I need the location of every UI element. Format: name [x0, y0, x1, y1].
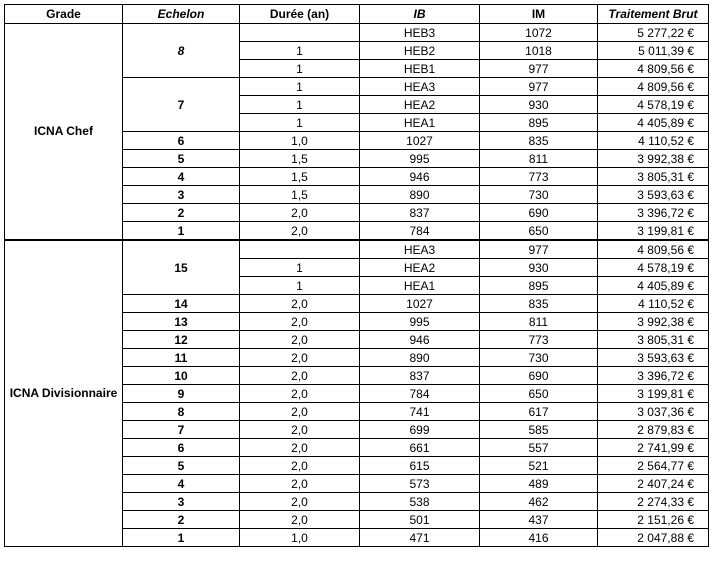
duree-cell: 1,5: [240, 150, 360, 168]
header-ib: IB: [360, 5, 480, 24]
echelon-cell: 5: [123, 457, 240, 475]
traitement-brut-cell: 3 199,81 €: [598, 222, 709, 241]
traitement-brut-cell: 3 805,31 €: [598, 168, 709, 186]
ib-cell: HEA2: [360, 96, 480, 114]
echelon-cell: 1: [123, 529, 240, 547]
ib-cell: 946: [360, 331, 480, 349]
im-cell: 462: [480, 493, 598, 511]
header-row: [5, 5, 709, 24]
header-duree: Durée (an): [240, 5, 360, 24]
echelon-cell: 3: [123, 493, 240, 511]
ib-cell: 741: [360, 403, 480, 421]
traitement-brut-cell: 4 578,19 €: [598, 96, 709, 114]
echelon-cell: 3: [123, 186, 240, 204]
duree-cell: 1: [240, 78, 360, 96]
duree-cell: 2,0: [240, 421, 360, 439]
im-cell: 977: [480, 60, 598, 78]
traitement-brut-cell: 4 578,19 €: [598, 259, 709, 277]
im-cell: 730: [480, 349, 598, 367]
ib-cell: 946: [360, 168, 480, 186]
echelon-cell: 8: [123, 403, 240, 421]
echelon-cell: 8: [123, 24, 240, 78]
duree-cell: 1: [240, 259, 360, 277]
duree-cell: 1: [240, 96, 360, 114]
traitement-brut-cell: 2 879,83 €: [598, 421, 709, 439]
duree-cell: 2,0: [240, 385, 360, 403]
traitement-brut-cell: 2 407,24 €: [598, 475, 709, 493]
traitement-brut-cell: 3 199,81 €: [598, 385, 709, 403]
traitement-brut-cell: 3 037,36 €: [598, 403, 709, 421]
im-cell: 690: [480, 204, 598, 222]
grade-cell: ICNA Divisionnaire: [5, 240, 123, 547]
echelon-cell: 4: [123, 168, 240, 186]
salary-grid-container: [4, 4, 709, 547]
ib-cell: 471: [360, 529, 480, 547]
echelon-cell: 12: [123, 331, 240, 349]
duree-cell: 2,0: [240, 457, 360, 475]
im-cell: 895: [480, 114, 598, 132]
im-cell: 835: [480, 132, 598, 150]
traitement-brut-cell: 2 274,33 €: [598, 493, 709, 511]
duree-cell: 2,0: [240, 349, 360, 367]
echelon-cell: 14: [123, 295, 240, 313]
header-grade: Grade: [5, 5, 123, 24]
duree-cell: 2,0: [240, 331, 360, 349]
im-cell: 416: [480, 529, 598, 547]
salary-grid-table: [4, 4, 709, 547]
duree-cell: 2,0: [240, 403, 360, 421]
ib-cell: HEA3: [360, 78, 480, 96]
im-cell: 730: [480, 186, 598, 204]
echelon-cell: 2: [123, 511, 240, 529]
traitement-brut-cell: 3 593,63 €: [598, 186, 709, 204]
echelon-cell: 10: [123, 367, 240, 385]
traitement-brut-cell: 4 809,56 €: [598, 60, 709, 78]
ib-cell: 699: [360, 421, 480, 439]
ib-cell: HEB3: [360, 24, 480, 42]
traitement-brut-cell: 3 593,63 €: [598, 349, 709, 367]
im-cell: 811: [480, 313, 598, 331]
duree-cell: [240, 24, 360, 42]
echelon-cell: 7: [123, 421, 240, 439]
traitement-brut-cell: 3 805,31 €: [598, 331, 709, 349]
ib-cell: HEB2: [360, 42, 480, 60]
im-cell: 930: [480, 259, 598, 277]
im-cell: 773: [480, 331, 598, 349]
traitement-brut-cell: 2 564,77 €: [598, 457, 709, 475]
ib-cell: 995: [360, 150, 480, 168]
duree-cell: 2,0: [240, 493, 360, 511]
duree-cell: 2,0: [240, 295, 360, 313]
ib-cell: 1027: [360, 295, 480, 313]
im-cell: 835: [480, 295, 598, 313]
ib-cell: 661: [360, 439, 480, 457]
traitement-brut-cell: 4 405,89 €: [598, 114, 709, 132]
ib-cell: 538: [360, 493, 480, 511]
duree-cell: 2,0: [240, 475, 360, 493]
duree-cell: 1,5: [240, 168, 360, 186]
im-cell: 977: [480, 240, 598, 259]
im-cell: 489: [480, 475, 598, 493]
traitement-brut-cell: 4 405,89 €: [598, 277, 709, 295]
header-im: IM: [480, 5, 598, 24]
echelon-cell: 5: [123, 150, 240, 168]
traitement-brut-cell: 4 809,56 €: [598, 78, 709, 96]
ib-cell: HEA1: [360, 114, 480, 132]
ib-cell: 501: [360, 511, 480, 529]
im-cell: 650: [480, 222, 598, 241]
ib-cell: HEA3: [360, 240, 480, 259]
duree-cell: 1: [240, 60, 360, 78]
echelon-cell: 11: [123, 349, 240, 367]
traitement-brut-cell: 3 992,38 €: [598, 150, 709, 168]
duree-cell: 1: [240, 114, 360, 132]
im-cell: 557: [480, 439, 598, 457]
im-cell: 977: [480, 78, 598, 96]
duree-cell: [240, 240, 360, 259]
traitement-brut-cell: 5 011,39 €: [598, 42, 709, 60]
header-traitement-brut: Traitement Brut: [598, 5, 709, 24]
duree-cell: 1,0: [240, 529, 360, 547]
ib-cell: 995: [360, 313, 480, 331]
traitement-brut-cell: 3 992,38 €: [598, 313, 709, 331]
echelon-cell: 2: [123, 204, 240, 222]
echelon-cell: 15: [123, 240, 240, 295]
echelon-cell: 6: [123, 439, 240, 457]
ib-cell: 573: [360, 475, 480, 493]
table-row: [5, 24, 709, 42]
im-cell: 773: [480, 168, 598, 186]
im-cell: 437: [480, 511, 598, 529]
echelon-cell: 9: [123, 385, 240, 403]
ib-cell: 1027: [360, 132, 480, 150]
traitement-brut-cell: 3 396,72 €: [598, 204, 709, 222]
ib-cell: 837: [360, 204, 480, 222]
traitement-brut-cell: 4 110,52 €: [598, 132, 709, 150]
duree-cell: 2,0: [240, 367, 360, 385]
ib-cell: 784: [360, 222, 480, 241]
duree-cell: 2,0: [240, 439, 360, 457]
echelon-cell: 13: [123, 313, 240, 331]
duree-cell: 2,0: [240, 313, 360, 331]
echelon-cell: 4: [123, 475, 240, 493]
echelon-cell: 1: [123, 222, 240, 241]
traitement-brut-cell: 4 110,52 €: [598, 295, 709, 313]
ib-cell: 784: [360, 385, 480, 403]
ib-cell: HEA1: [360, 277, 480, 295]
duree-cell: 2,0: [240, 511, 360, 529]
duree-cell: 1: [240, 42, 360, 60]
table-body: [5, 24, 709, 547]
im-cell: 895: [480, 277, 598, 295]
im-cell: 521: [480, 457, 598, 475]
header-echelon: Echelon: [123, 5, 240, 24]
table-row: [5, 240, 709, 259]
ib-cell: 890: [360, 349, 480, 367]
echelon-cell: 6: [123, 132, 240, 150]
duree-cell: 1,5: [240, 186, 360, 204]
traitement-brut-cell: 2 151,26 €: [598, 511, 709, 529]
im-cell: 811: [480, 150, 598, 168]
ib-cell: HEB1: [360, 60, 480, 78]
traitement-brut-cell: 3 396,72 €: [598, 367, 709, 385]
ib-cell: 837: [360, 367, 480, 385]
grade-cell: ICNA Chef: [5, 24, 123, 241]
echelon-cell: 7: [123, 78, 240, 132]
im-cell: 930: [480, 96, 598, 114]
im-cell: 617: [480, 403, 598, 421]
im-cell: 1072: [480, 24, 598, 42]
duree-cell: 2,0: [240, 222, 360, 241]
traitement-brut-cell: 2 047,88 €: [598, 529, 709, 547]
ib-cell: HEA2: [360, 259, 480, 277]
duree-cell: 1,0: [240, 132, 360, 150]
duree-cell: 1: [240, 277, 360, 295]
im-cell: 1018: [480, 42, 598, 60]
im-cell: 690: [480, 367, 598, 385]
traitement-brut-cell: 5 277,22 €: [598, 24, 709, 42]
ib-cell: 890: [360, 186, 480, 204]
im-cell: 585: [480, 421, 598, 439]
duree-cell: 2,0: [240, 204, 360, 222]
ib-cell: 615: [360, 457, 480, 475]
im-cell: 650: [480, 385, 598, 403]
traitement-brut-cell: 2 741,99 €: [598, 439, 709, 457]
traitement-brut-cell: 4 809,56 €: [598, 240, 709, 259]
